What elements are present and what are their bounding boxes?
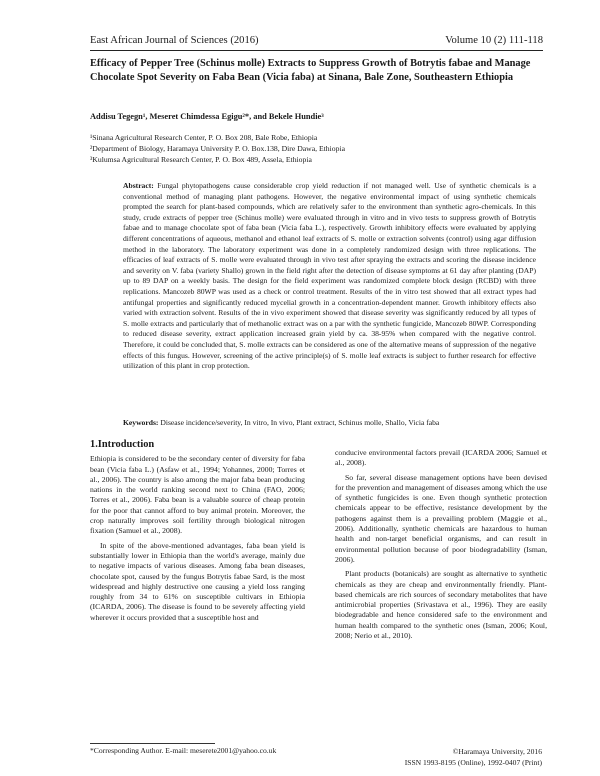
paragraph: Ethiopia is considered to be the secondary center of diversity for faba bean (Vicia faba L.) (Asfaw et al., 1994; Yohannes, 2000; Torres et al., 2006). The country is also among the major faba bean producing nations in the world ranking second next to China (FAO, 2006; Torres et al., 2006). Faba bean is a valuable source of cheap protein for the poor that cannot afford to buy animal protein. Moreover, the crop naturally improves soil fertility through biological nitrogen fixation (Samuel et al., 2008). — [90, 454, 305, 536]
affiliations — [90, 132, 345, 165]
corresponding-author-footnote: *Corresponding Author. E-mail: meserete2001@yahoo.co.uk — [90, 746, 277, 755]
paragraph: Plant products (botanicals) are sought as alternative to synthetic chemicals as they are cheap and environmentally friendly. Plant-based chemicals are rich sources of secondary metabolites that have antimicrobial properties (Srivastava et al., 1996). They are easily biodegradable and hence considered safe to the environment and human health compared to the synthetic ones (Isman, 2006; Koul, 2008; Nerio et al., 2010). — [335, 569, 547, 641]
keywords-label: Keywords: — [123, 418, 159, 427]
abstract-text: Fungal phytopathogens cause considerable crop yield reduction if not managed well. Use of synthetic chemicals is a conventional method of managing plant pathogens. However, the negative environmental impact of using synthetic chemicals prompted the search for plant-based compounds, which are relatively safer to the environment than synthetic agro-chemicals. In this study, crude extracts of pepper tree (Schinus molle) were evaluated through in vitro and in vivo tests to suppress growth of Botrytis fabae and to manage chocolate spot of faba bean (Vicia faba L.), respectively. Growth inhibitory effects were evaluated by applying different concentrations of aqueous, methanol and ethanol leaf extracts of S. molle or extraction solvents (control) using agar diffusion method in the laboratory. The laboratory experiment was done in a completely randomized design with three replications. The efficacies of leaf extracts of S. molle were evaluated through in vivo test after spraying the extracts and scoring the disease incidence and severity on V. faba (variety Shallo) grown in the field right after the detection of disease symptoms at 61 day after planting (DAP) up to 89 DAP on a weekly basis. The design for the field experiment was randomized complete block design (RCBD) with three replications. Mancozeb 80WP was used as a check or control treatment. Results of the in vitro test showed that all extract types had antifungal properties and significantly reduced mycelial growth in a concentration-dependent manner. Growth inhibitory effects also varied with extraction solvent. Results of the in vivo experiment showed that disease severity was significantly reduced by all types of S. molle extracts and particularly that of methanolic extract was on a par with the synthetic fungicide, Mancozeb 80WP. Corresponding to reduced disease severity, extract application increased grain yield by ca. 38-95% when compared with the negative control. Therefore, it could be concluded that, S. molle extracts can be considered as one of the alternative means of suppression of the negative effects of this fungus. However, screening of the active principle(s) of S. molle leaf extracts is subject to further research for effective utilization of this plant in crop protection. — [123, 181, 536, 371]
abstract — [123, 181, 536, 372]
header-rule — [90, 50, 543, 51]
footnote-rule — [90, 743, 215, 744]
affiliation-2: ²Department of Biology, Haramaya University P. O. Box.138, Dire Dawa, Ethiopia — [90, 144, 346, 153]
right-column — [335, 448, 547, 645]
author-list: Addisu Tegegn¹, Meseret Chimdessa Egigu²*, and Bekele Hundie³ — [90, 112, 324, 121]
affiliation-1: ¹Sinana Agricultural Research Center, P. O. Box 208, Bale Robe, Ethiopia — [90, 133, 318, 142]
running-header — [90, 35, 543, 46]
keywords — [123, 418, 543, 428]
affiliation-3: ³Kulumsa Agricultural Research Center, P. O. Box 489, Assela, Ethiopia — [90, 155, 312, 164]
paragraph: In spite of the above-mentioned advantages, faba bean yield is substantially lower in Ethiopia than the world's average, mainly due to negative impacts of various diseases. Among faba bean diseases, chocolate spot, caused by the fungus Botrytis fabae Sard, is the most widespread and highly destructive one causing a yield loss ranging roughly from 34 to 61% on susceptible cultivars in Ethiopia (ICARDA, 2006). The disease is found to be severely affecting yield wherever it occurs provided that a susceptible host and — [90, 540, 305, 622]
copyright-line: ©Haramaya University, 2016 — [452, 747, 542, 756]
abstract-label: Abstract: — [123, 181, 154, 190]
paragraph: conducive environmental factors prevail (ICARDA 2006; Samuel et al., 2008). — [335, 448, 547, 468]
volume-info: Volume 10 (2) 111-118 — [445, 35, 543, 46]
copyright-notice — [405, 746, 542, 768]
keywords-text: Disease incidence/severity, In vitro, In vivo, Plant extract, Schinus molle, Shallo, Vicia faba — [160, 418, 440, 427]
paper-title: Efficacy of Pepper Tree (Schinus molle) Extracts to Suppress Growth of Botrytis fabae and Manage Chocolate Spot Severity on Faba Bean (Vicia faba) at Sinana, Bale Zone, Southeastern Ethiopia — [90, 58, 531, 83]
issn-line: ISSN 1993-8195 (Online), 1992-0407 (Print) — [404, 758, 542, 767]
journal-name: East African Journal of Sciences (2016) — [90, 35, 259, 46]
left-column — [90, 440, 305, 627]
paragraph: So far, several disease management options have been devised for the prevention and management of diseases among which the use of synthetic fungicides is one. Even though synthetic protection chemicals appear to be effective, resistance development by the pathogens against them is a prevailing problem (Maggie et al., 2006). Additionally, synthetic chemicals are hazardous to human health and non-target beneficial organisms, and can result in environmental pollution because of poor biodegradability (Isman, 2006). — [335, 472, 547, 564]
section-heading-introduction: 1.Introduction — [90, 439, 155, 450]
